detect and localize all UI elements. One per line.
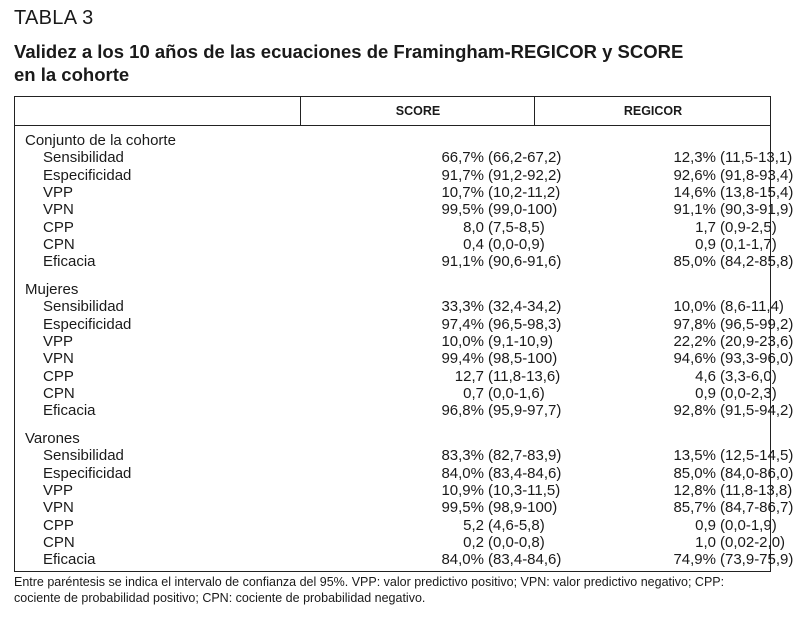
regicor-ci: (8,6-11,4) bbox=[720, 298, 784, 316]
regicor-ci: (90,3-91,9) bbox=[720, 201, 793, 219]
table-label: TABLA 3 bbox=[14, 7, 94, 29]
score-value: 91,7% bbox=[441, 166, 484, 184]
regicor-value: 14,6% bbox=[673, 183, 716, 201]
regicor-ci: (13,8-15,4) bbox=[720, 183, 793, 201]
title-line-2: en la cohorte bbox=[14, 64, 130, 85]
table-row bbox=[15, 218, 777, 236]
score-ci: (0,0-0,8) bbox=[488, 533, 545, 551]
row-label: CPP bbox=[43, 367, 74, 385]
table-row bbox=[15, 166, 793, 184]
table-row bbox=[15, 332, 793, 350]
score-value: 84,0% bbox=[441, 464, 484, 482]
regicor-ci: (0,9-2,5) bbox=[720, 218, 777, 236]
table-row bbox=[15, 464, 793, 482]
title-line-1: Validez a los 10 años de las ecuaciones de Framingham-REGICOR y SCORE bbox=[14, 41, 684, 62]
score-value: 10,7% bbox=[441, 183, 484, 201]
table-row bbox=[15, 253, 793, 271]
regicor-value: 0,9 bbox=[695, 516, 716, 534]
score-value: 83,3% bbox=[441, 447, 484, 465]
score-value: 99,5% bbox=[441, 499, 484, 517]
regicor-value: 85,0% bbox=[673, 464, 716, 482]
column-header-score: SCORE bbox=[395, 104, 441, 118]
section-title: Mujeres bbox=[25, 281, 79, 298]
regicor-value: 13,5% bbox=[673, 447, 716, 465]
score-ci: (7,5-8,5) bbox=[488, 218, 545, 236]
table-row bbox=[15, 235, 777, 253]
row-label: Sensibilidad bbox=[43, 149, 124, 167]
regicor-ci: (0,1-1,7) bbox=[720, 235, 777, 253]
regicor-value: 85,7% bbox=[673, 499, 716, 517]
score-value: 66,7% bbox=[441, 149, 484, 167]
score-value: 33,3% bbox=[441, 298, 484, 316]
regicor-value: 74,9% bbox=[673, 551, 716, 569]
row-label: CPP bbox=[43, 218, 74, 236]
score-ci: (10,3-11,5) bbox=[488, 481, 561, 499]
row-label: VPN bbox=[43, 201, 74, 219]
score-value: 8,0 bbox=[463, 218, 484, 236]
regicor-ci: (11,5-13,1) bbox=[720, 149, 793, 167]
score-ci: (4,6-5,8) bbox=[488, 516, 545, 534]
row-label: Sensibilidad bbox=[43, 298, 124, 316]
regicor-value: 85,0% bbox=[673, 253, 716, 271]
regicor-value: 0,9 bbox=[695, 384, 716, 402]
score-ci: (98,5-100) bbox=[488, 350, 558, 368]
score-value: 91,1% bbox=[441, 253, 484, 271]
row-label: VPP bbox=[43, 332, 74, 350]
score-ci: (10,2-11,2) bbox=[488, 183, 561, 201]
score-value: 5,2 bbox=[463, 516, 484, 534]
table-row bbox=[15, 315, 793, 333]
row-label: CPN bbox=[43, 384, 75, 402]
row-label: VPN bbox=[43, 350, 74, 368]
score-ci: (83,4-84,6) bbox=[488, 551, 562, 569]
score-value: 0,4 bbox=[463, 235, 484, 253]
table-row bbox=[15, 367, 777, 385]
regicor-ci: (11,8-13,8) bbox=[720, 481, 793, 499]
regicor-ci: (84,2-85,8) bbox=[720, 253, 793, 271]
regicor-value: 92,6% bbox=[673, 166, 716, 184]
regicor-value: 92,8% bbox=[673, 402, 716, 420]
table-row bbox=[15, 402, 793, 420]
row-label: VPP bbox=[43, 481, 74, 499]
table-row bbox=[15, 384, 777, 402]
table-row bbox=[15, 149, 793, 167]
score-value: 99,5% bbox=[441, 201, 484, 219]
regicor-ci: (3,3-6,0) bbox=[720, 367, 777, 385]
regicor-ci: (84,7-86,7) bbox=[720, 499, 793, 517]
column-header-regicor: REGICOR bbox=[623, 104, 683, 118]
score-value: 10,0% bbox=[441, 332, 484, 350]
row-label: VPP bbox=[43, 183, 74, 201]
table-footnote: Entre paréntesis se indica el intervalo de confianza del 95%. VPP: valor predictivo positivo; VPN: valor predictivo negativo; CPP: cociente de probabilidad positivo; CPN: cociente de probabilidad negativo. bbox=[14, 575, 725, 605]
regicor-ci: (84,0-86,0) bbox=[720, 464, 793, 482]
regicor-ci: (20,9-23,6) bbox=[720, 332, 793, 350]
score-value: 99,4% bbox=[441, 350, 484, 368]
regicor-value: 91,1% bbox=[673, 201, 716, 219]
row-label: Eficacia bbox=[43, 402, 96, 420]
row-label: Eficacia bbox=[43, 551, 96, 569]
score-ci: (9,1-10,9) bbox=[488, 332, 554, 350]
table-title bbox=[14, 40, 774, 86]
score-ci: (66,2-67,2) bbox=[488, 149, 562, 167]
score-ci: (96,5-98,3) bbox=[488, 315, 562, 333]
score-ci: (11,8-13,6) bbox=[488, 367, 561, 385]
regicor-value: 12,8% bbox=[673, 481, 716, 499]
table-row bbox=[15, 551, 793, 569]
score-ci: (98,9-100) bbox=[488, 499, 558, 517]
score-ci: (0,0-1,6) bbox=[488, 384, 545, 402]
regicor-ci: (96,5-99,2) bbox=[720, 315, 793, 333]
regicor-ci: (0,0-1,9) bbox=[720, 516, 777, 534]
regicor-ci: (91,5-94,2) bbox=[720, 402, 793, 420]
score-ci: (95,9-97,7) bbox=[488, 402, 562, 420]
regicor-value: 0,9 bbox=[695, 235, 716, 253]
regicor-ci: (91,8-93,4) bbox=[720, 166, 793, 184]
table-row bbox=[15, 201, 793, 219]
score-value: 12,7 bbox=[454, 367, 484, 385]
table-row bbox=[15, 481, 793, 499]
score-ci: (32,4-34,2) bbox=[488, 298, 562, 316]
row-label: Especificidad bbox=[43, 315, 132, 333]
score-value: 10,9% bbox=[441, 481, 484, 499]
score-ci: (83,4-84,6) bbox=[488, 464, 562, 482]
row-label: Especificidad bbox=[43, 464, 132, 482]
table-header bbox=[15, 97, 770, 126]
regicor-ci: (73,9-75,9) bbox=[720, 551, 793, 569]
score-ci: (91,2-92,2) bbox=[488, 166, 562, 184]
table-row bbox=[15, 298, 784, 316]
row-label: VPN bbox=[43, 499, 74, 517]
regicor-value: 10,0% bbox=[673, 298, 716, 316]
table-row bbox=[15, 499, 793, 517]
regicor-ci: (0,0-2,3) bbox=[720, 384, 777, 402]
validity-table bbox=[14, 96, 793, 572]
table-row bbox=[15, 447, 793, 465]
regicor-value: 22,2% bbox=[673, 332, 716, 350]
regicor-value: 1,0 bbox=[695, 533, 716, 551]
score-ci: (99,0-100) bbox=[488, 201, 558, 219]
regicor-value: 4,6 bbox=[695, 367, 716, 385]
regicor-value: 97,8% bbox=[673, 315, 716, 333]
row-label: Sensibilidad bbox=[43, 447, 124, 465]
row-label: Especificidad bbox=[43, 166, 132, 184]
score-value: 0,2 bbox=[463, 533, 484, 551]
score-value: 84,0% bbox=[441, 551, 484, 569]
row-label: Eficacia bbox=[43, 253, 96, 271]
regicor-value: 1,7 bbox=[695, 218, 716, 236]
section-title: Varones bbox=[25, 430, 80, 447]
table-row bbox=[15, 350, 793, 368]
score-value: 96,8% bbox=[441, 402, 484, 420]
table-row bbox=[15, 533, 786, 551]
score-value: 0,7 bbox=[463, 384, 484, 402]
regicor-ci: (93,3-96,0) bbox=[720, 350, 793, 368]
regicor-ci: (0,02-2,0) bbox=[720, 533, 786, 551]
score-ci: (82,7-83,9) bbox=[488, 447, 562, 465]
table-row bbox=[15, 516, 777, 534]
score-value: 97,4% bbox=[441, 315, 484, 333]
table-row bbox=[15, 183, 793, 201]
score-ci: (90,6-91,6) bbox=[488, 253, 562, 271]
section-title: Conjunto de la cohorte bbox=[25, 132, 176, 149]
regicor-value: 94,6% bbox=[673, 350, 716, 368]
row-label: CPN bbox=[43, 235, 75, 253]
regicor-value: 12,3% bbox=[673, 149, 716, 167]
row-label: CPP bbox=[43, 516, 74, 534]
regicor-ci: (12,5-14,5) bbox=[720, 447, 793, 465]
score-ci: (0,0-0,9) bbox=[488, 235, 545, 253]
row-label: CPN bbox=[43, 533, 75, 551]
